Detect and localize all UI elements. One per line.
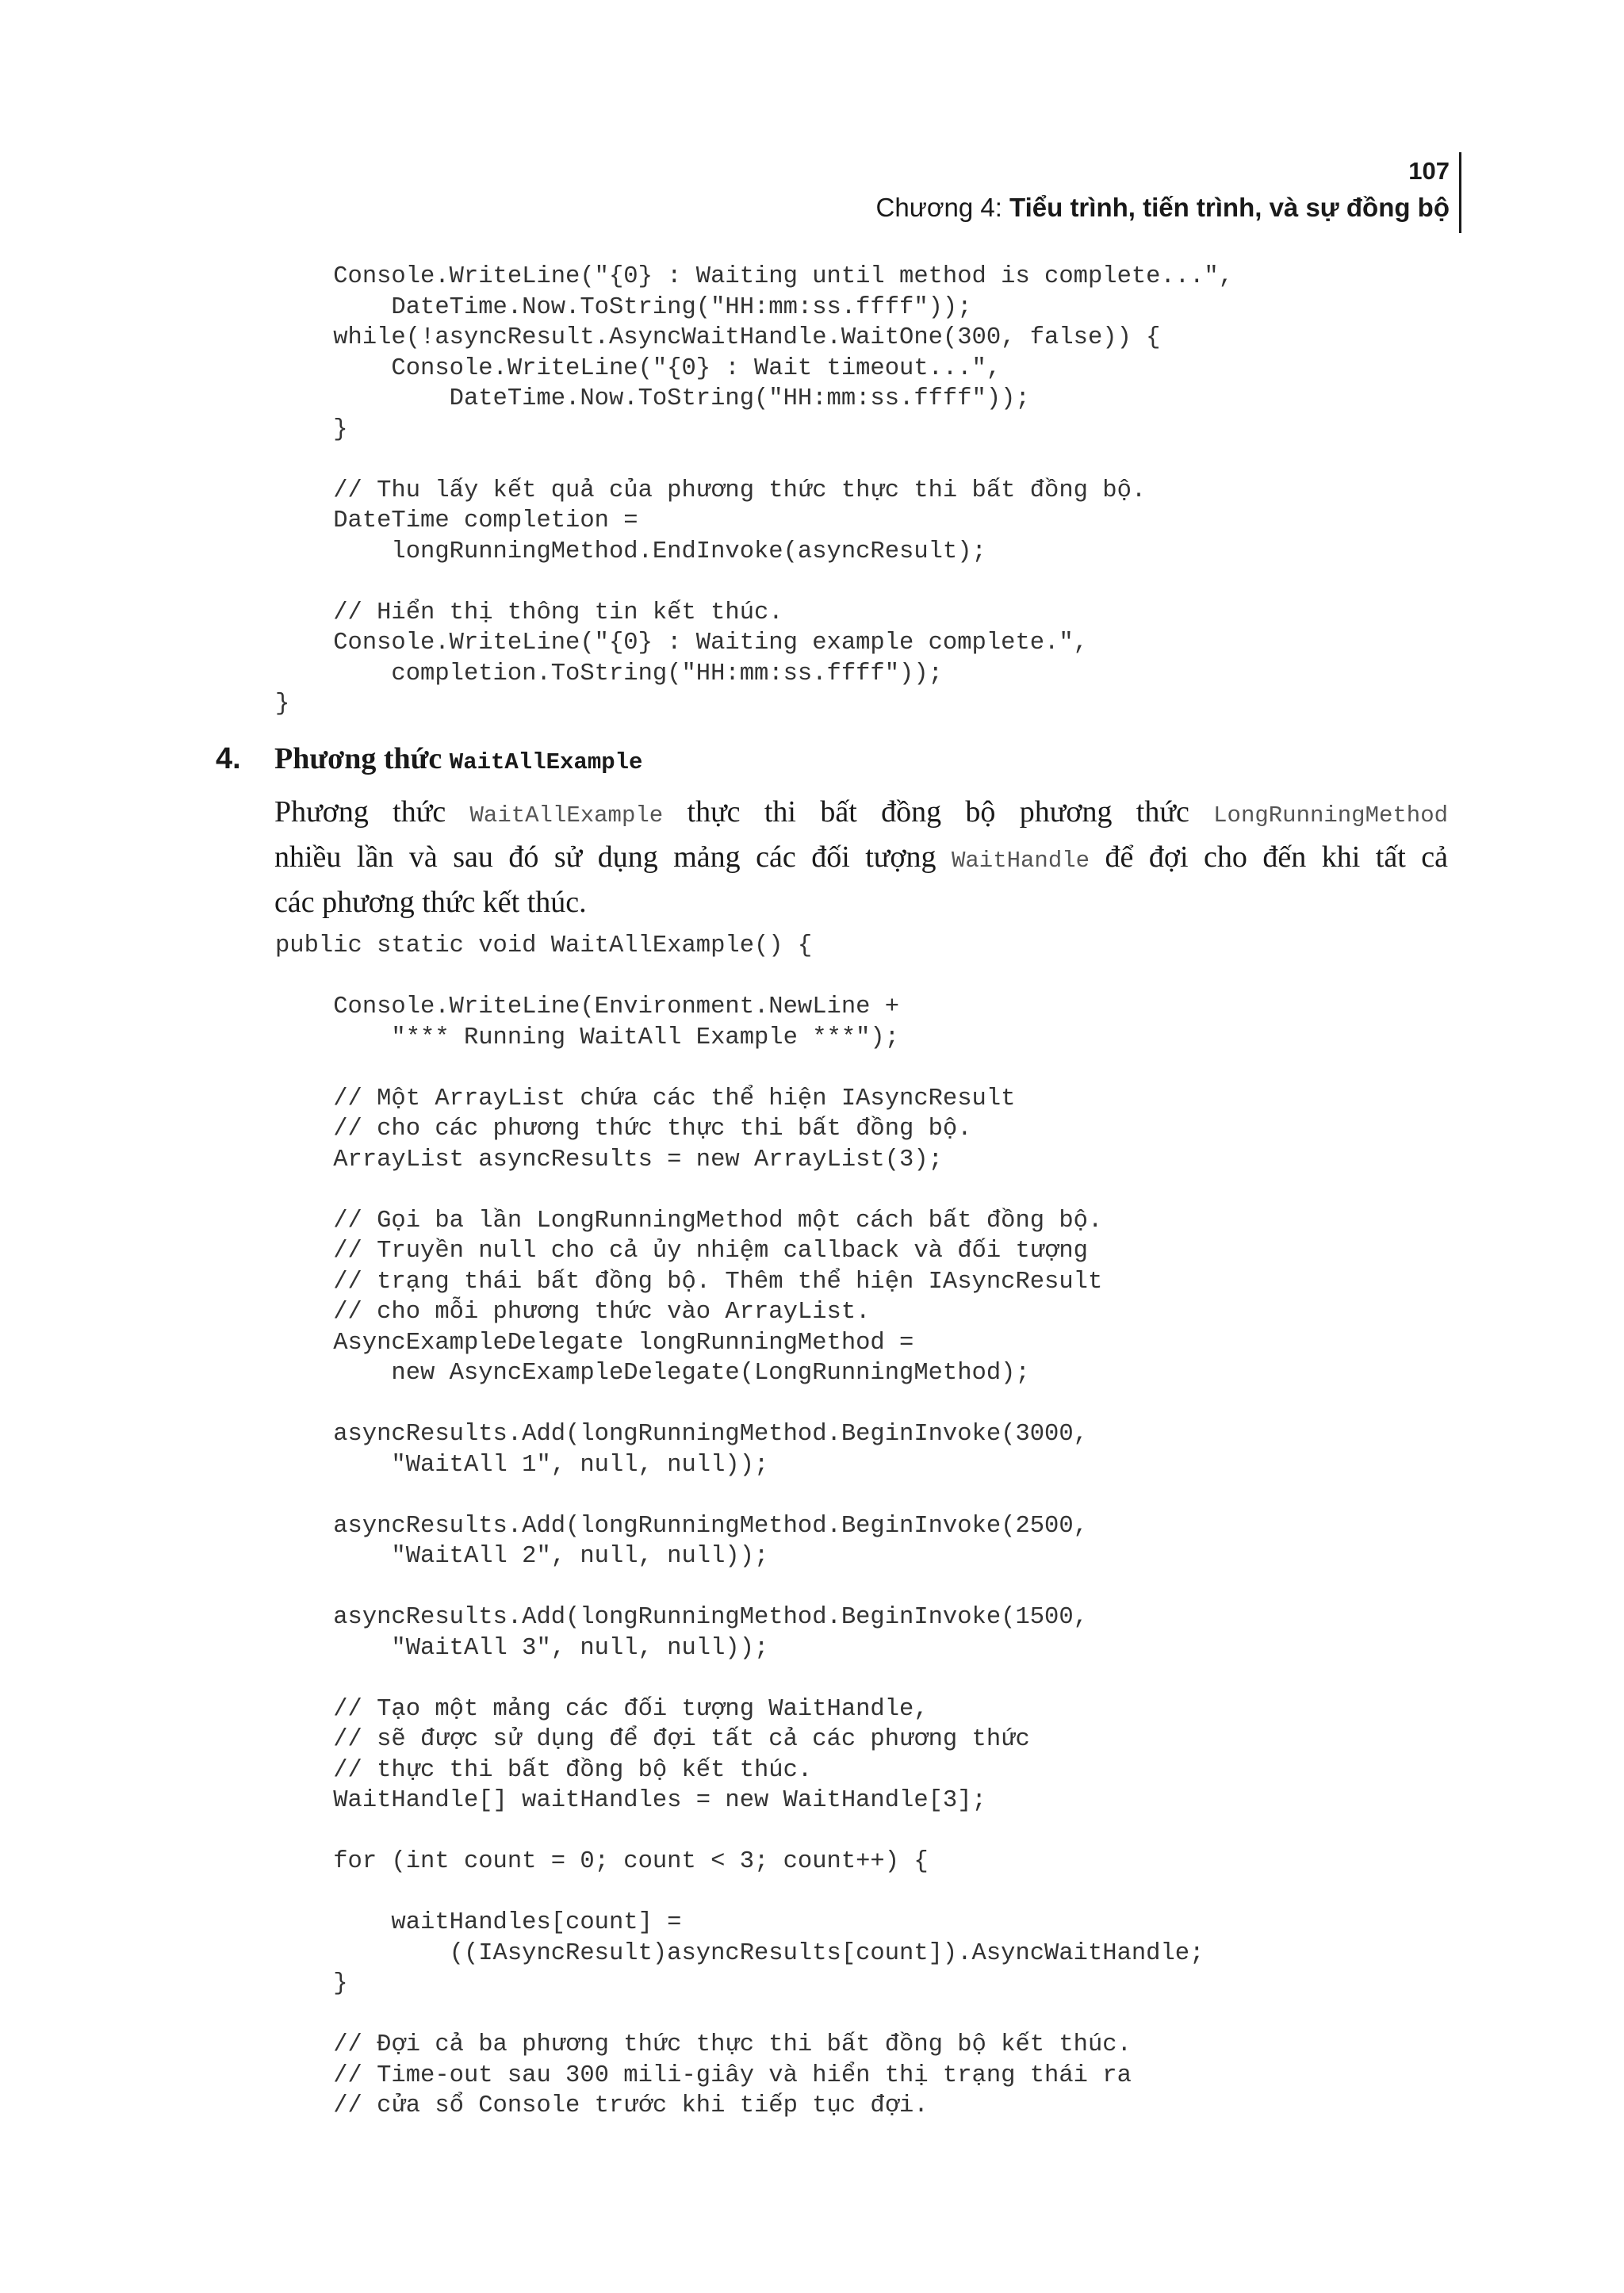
- inline-code: WaitAllExample: [469, 802, 664, 829]
- paragraph-text: Phương thức: [274, 795, 470, 829]
- paragraph-line-1: [274, 791, 1448, 836]
- inline-code: WaitHandle: [952, 848, 1090, 874]
- section-number: 4.: [216, 742, 241, 775]
- chapter-prefix: Chương 4:: [875, 193, 1010, 222]
- code-block-top: Console.WriteLine("{0} : Waiting until method is complete...", DateTime.Now.ToString("HH:mm:ss.ffff")); while(!asyncResult.AsyncWaitHandle.WaitOne(300, false)) { Console.WriteLine("{0} : Wait timeout...", DateTime.Now.ToString("HH:mm:ss.ffff")); } // Thu lấy kết quả của phương thức thực thi bất đồng bộ. DateTime completion = longRunningMethod.EndInvoke(asyncResult); // Hiển thị thông tin kết thúc. Console.WriteLine("{0} : Waiting example complete.", completion.ToString("HH:mm:ss.ffff")); }: [275, 263, 1233, 718]
- paragraph-text: thực thi bất đồng bộ phương thức: [687, 795, 1214, 829]
- paragraph-line-2: [274, 836, 1448, 882]
- inline-code: LongRunningMethod: [1213, 802, 1449, 829]
- section-heading: [216, 740, 642, 782]
- chapter-title: Tiểu trình, tiến trình, và sự đồng bộ: [1009, 193, 1450, 222]
- code-block-main: public static void WaitAllExample() { Console.WriteLine(Environment.NewLine + "*** Running WaitAll Example ***"); // Một ArrayList chứa các thể hiện IAsyncResult // cho các phương thức thực thi bất đồng bộ. ArrayList asyncResults = new ArrayList(3); // Gọi ba lần LongRunningMethod một cách bất đồng bộ. // Truyền null cho cả ủy nhiệm callback và đối tượng // trạng thái bất đồng bộ. Thêm thể hiện IAsyncResult // cho mỗi phương thức vào ArrayList. AsyncExampleDelegate longRunningMethod = new AsyncExampleDelegate(LongRunningMethod); asyncResults.Add(longRunningMethod.BeginInvoke(3000, "WaitAll 1", null, null)); asyncResults.Add(longRunningMethod.BeginInvoke(2500, "WaitAll 2", null, null)); asyncResults.Add(longRunningMethod.BeginInvoke(1500, "WaitAll 3", null, null)); // Tạo một mảng các đối tượng WaitHandle, // sẽ được sử dụng để đợi tất cả các phương thức // thực thi bất đồng bộ kết thúc. WaitHandle[] waitHandles = new WaitHandle[3]; for (int count = 0; count < 3; count++) { waitHandles[count] = ((IAsyncResult)asyncResults[count]).AsyncWaitHandle; } // Đợi cả ba phương thức thực thi bất đồng bộ kết thúc. // Time-out sau 300 mili-giây và hiển thị trạng thái ra // cửa sổ Console trước khi tiếp tục đợi.: [275, 932, 1205, 2119]
- paragraph-line-3: các phương thức kết thúc.: [274, 886, 587, 919]
- page-header: [876, 155, 1450, 225]
- section-title-code: WaitAllExample: [449, 749, 643, 775]
- section-title-text: Phương thức: [274, 742, 450, 775]
- section-paragraph: [274, 791, 1448, 923]
- page-number: 107: [1408, 157, 1450, 185]
- paragraph-text: nhiều lần và sau đó sử dụng mảng các đối tượng: [274, 840, 952, 874]
- paragraph-text: để đợi cho đến khi tất cả: [1105, 840, 1449, 874]
- header-rule: [1459, 152, 1461, 233]
- chapter-heading: [876, 190, 1450, 225]
